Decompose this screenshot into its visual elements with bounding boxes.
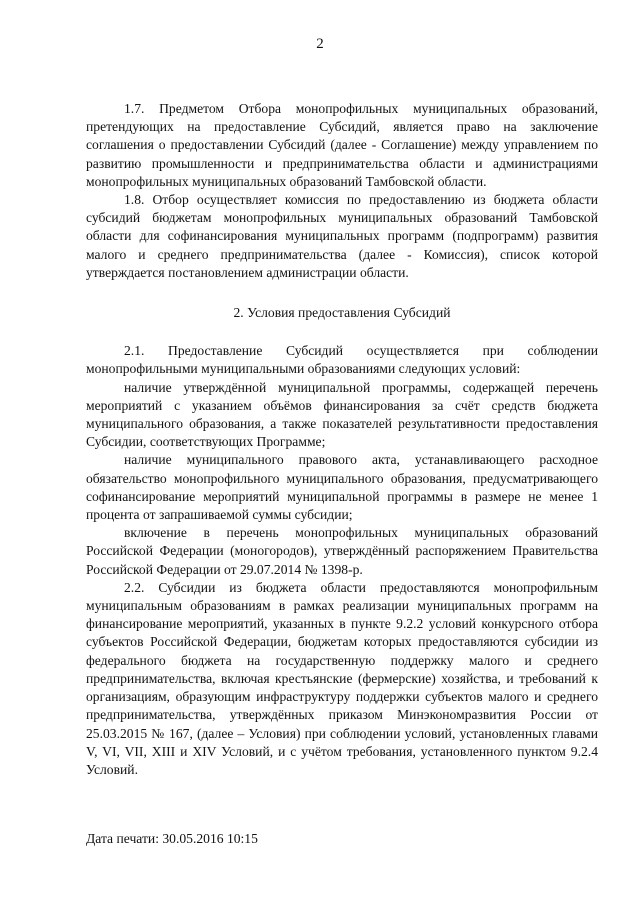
paragraph-2-1: 2.1. Предоставление Субсидий осуществляется при соблюдении монопрофильными муниципальными образованиями следующих условий: [86, 343, 598, 377]
paragraph-2-2: 2.2. Субсидии из бюджета области предоставляются монопрофильным муниципальным образованиям в рамках реализации муниципальных программ на финансирование мероприятий, указанных в пункте 9.2.2 условий конкурсного отбора субъектов Российской Федерации, бюджетам которых предоставляются субсидии из федерального бюджета на государственную поддержку малого и среднего предпринимательства, включая крестьянские (фермерские) хозяйства, и требований к организациям, образующим инфраструктуру поддержки субъектов малого и среднего предпринимательства, утверждённых приказом Минэкономразвития России от 25.03.2015 № 167, (далее – Условия) при соблюдении условий, установленных главами V, VI, VII, XIII и XIV Условий, и с учётом требования, установленного пунктом 9.2.4 Условий. [86, 579, 598, 777]
condition-monotown-list: включение в перечень монопрофильных муниципальных образований Российской Федерации (моногородов), утверждённый распоряжением Правительства Российской Федерации от 29.07.2014 № 1398-р. [86, 525, 598, 577]
condition-legal-act: наличие муниципального правового акта, устанавливающего расходное обязательство монопрофильного муниципального образования, предусматривающего софинансирование мероприятий муниципальной программы в размере не менее 1 процента от запрашиваемой суммы субсидии; [86, 452, 598, 523]
paragraph-1-8: 1.8. Отбор осуществляет комиссия по предоставлению из бюджета области субсидий бюджетам монопрофильных муниципальных образований Тамбовской области для софинансирования муниципальных программ (подпрограмм) развития малого и среднего предпринимательства (далее - Комиссия), список которой утверждается постановлением администрации области. [86, 192, 598, 280]
print-date: Дата печати: 30.05.2016 10:15 [86, 831, 258, 846]
paragraph-1-7: 1.7. Предметом Отбора монопрофильных муниципальных образований, претендующих на предоставление Субсидий, является право на заключение соглашения о предоставлении Субсидий (далее - Соглашение) между управлением по развитию промышленности и предпринимательства области и администрациями монопрофильных муниципальных образований Тамбовской области. [86, 101, 598, 189]
page-number: 2 [316, 36, 324, 52]
document-body [86, 100, 598, 779]
condition-program: наличие утверждённой муниципальной программы, содержащей перечень мероприятий с указанием объёмов финансирования за счёт средств бюджета муниципального образования, а также показателей результативности предоставления Субсидии, соответствующих Программе; [86, 379, 598, 450]
section-heading: 2. Условия предоставления Субсидий [233, 305, 451, 321]
